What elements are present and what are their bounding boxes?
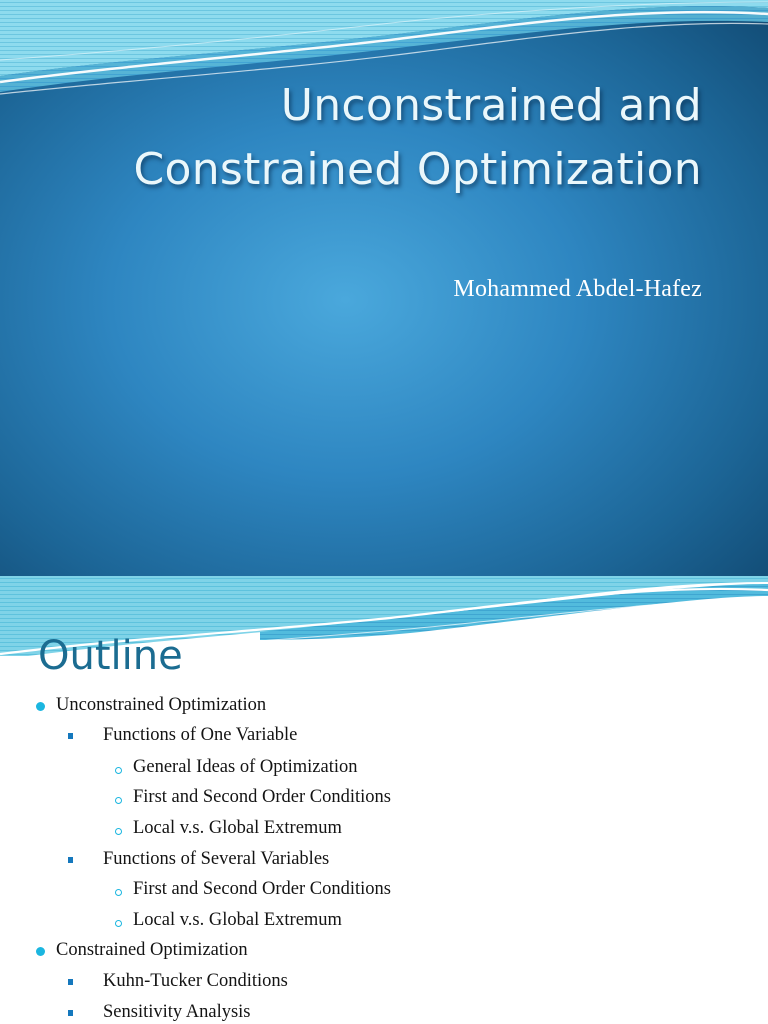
outline-slide (0, 576, 768, 1024)
outline-heading: Outline (38, 633, 183, 679)
bullet-square-icon (68, 857, 73, 863)
bullet-circle-icon (115, 767, 122, 774)
list-item: First and Second Order Conditions (133, 787, 391, 808)
slide-title (12, 74, 702, 202)
bullet-square-icon (68, 979, 73, 985)
bullet-circle-icon (115, 889, 122, 896)
list-item: Functions of Several Variables (103, 849, 329, 870)
bullet-dot-icon (36, 702, 45, 711)
list-item: Unconstrained Optimization (56, 695, 266, 716)
bullet-circle-icon (115, 920, 122, 927)
list-item: Local v.s. Global Extremum (133, 910, 342, 931)
bullet-dot-icon (36, 947, 45, 956)
list-item: Sensitivity Analysis (103, 1002, 251, 1023)
bullet-circle-icon (115, 797, 122, 804)
bullet-square-icon (68, 733, 73, 739)
bullet-square-icon (68, 1010, 73, 1016)
title-line-1: Unconstrained and (280, 80, 702, 131)
list-item: Functions of One Variable (103, 725, 297, 746)
title-line-2: Constrained Optimization (133, 144, 702, 195)
list-item: Kuhn-Tucker Conditions (103, 971, 288, 992)
list-item: General Ideas of Optimization (133, 757, 357, 778)
list-item: First and Second Order Conditions (133, 879, 391, 900)
author-name: Mohammed Abdel-Hafez (453, 276, 702, 302)
bullet-circle-icon (115, 828, 122, 835)
list-item: Constrained Optimization (56, 940, 248, 961)
list-item: Local v.s. Global Extremum (133, 818, 342, 839)
